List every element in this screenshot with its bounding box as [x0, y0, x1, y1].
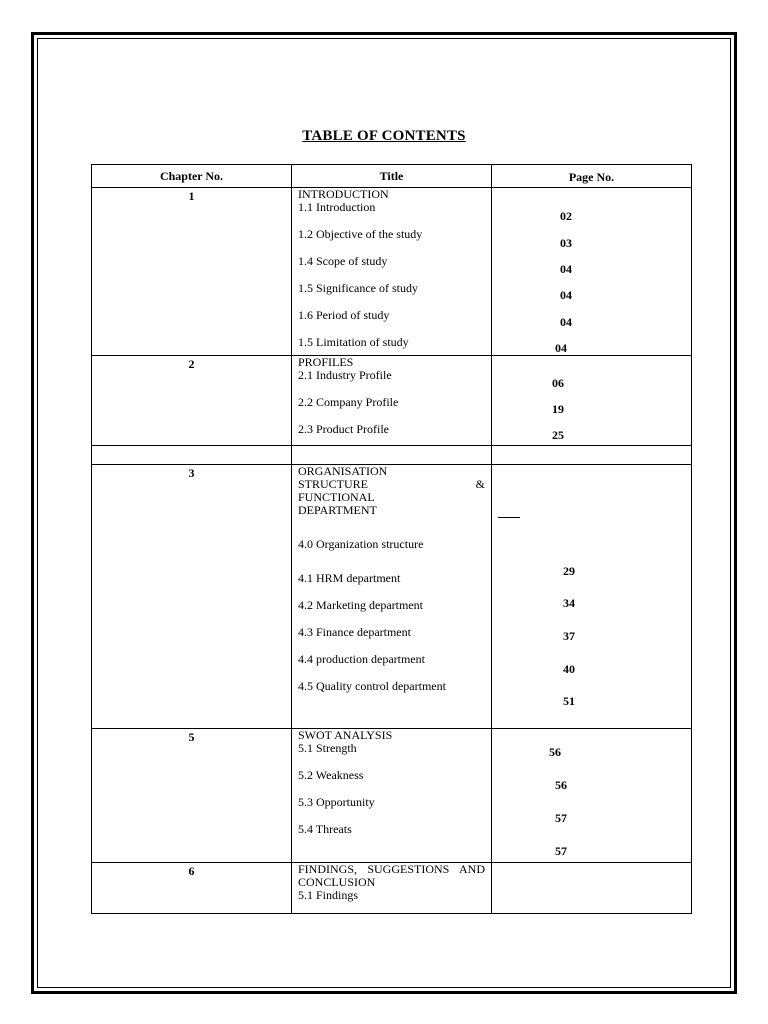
chapter-heading: ORGANISATION	[298, 464, 388, 478]
list-item: 2.1 Industry Profile	[298, 368, 392, 382]
chapter-number: 1	[92, 188, 292, 356]
chapter-heading: DEPARTMENT	[298, 503, 377, 517]
chapter-titles	[292, 863, 492, 914]
chapter-titles	[292, 188, 492, 356]
chapter-heading: PROFILES	[298, 355, 354, 369]
list-item: 4.0 Organization structure	[298, 537, 424, 551]
header-chapter: Chapter No.	[92, 165, 292, 188]
page-number: 04	[560, 262, 572, 276]
page-numbers	[492, 863, 692, 914]
chapter-heading: SWOT ANALYSIS	[298, 728, 393, 742]
list-item: 4.4 production department	[298, 652, 425, 666]
chapter-heading: INTRODUCTION	[298, 187, 389, 201]
page-title: TABLE OF CONTENTS	[302, 128, 466, 144]
list-item: 5.3 Opportunity	[298, 795, 375, 809]
page-number: 02	[560, 209, 572, 223]
list-item: 2.2 Company Profile	[298, 395, 399, 409]
chapter-heading-part: &	[475, 477, 485, 491]
list-item: 4.1 HRM department	[298, 571, 401, 585]
list-item: 2.3 Product Profile	[298, 422, 389, 436]
list-item: 1.4 Scope of study	[298, 254, 388, 268]
list-item: 1.5 Significance of study	[298, 281, 418, 295]
list-item: 4.3 Finance department	[298, 625, 411, 639]
table-row	[92, 465, 692, 729]
page-numbers	[492, 356, 692, 446]
chapter-heading-part: STRUCTURE	[298, 477, 369, 491]
chapter-heading: FINDINGS, SUGGESTIONS AND CONCLUSION	[298, 862, 485, 889]
page-number: 04	[560, 288, 572, 302]
toc-table	[91, 164, 692, 914]
page-number: 29	[563, 564, 575, 578]
page-number: 57	[555, 844, 567, 858]
table-header-row	[92, 165, 692, 188]
chapter-titles	[292, 356, 492, 446]
page-number: 19	[552, 402, 564, 416]
chapter-titles	[292, 729, 492, 863]
chapter-titles	[292, 465, 492, 729]
page-number: 57	[555, 811, 567, 825]
chapter-heading: FUNCTIONAL	[298, 490, 375, 504]
list-item: 5.2 Weakness	[298, 768, 364, 782]
page-number: 03	[560, 236, 572, 250]
page-number: 34	[563, 596, 575, 610]
list-item: 1.2 Objective of the study	[298, 227, 423, 241]
list-item: 1.5 Limitation of study	[298, 335, 409, 349]
page-number: 37	[563, 629, 575, 643]
page-number: 04	[560, 315, 572, 329]
list-item: 5.4 Threats	[298, 822, 352, 836]
chapter-number: 3	[92, 465, 292, 729]
header-title: Title	[292, 165, 492, 188]
page-number: 40	[563, 662, 575, 676]
page-number: 56	[555, 778, 567, 792]
page-number: 04	[555, 341, 567, 355]
dash-mark	[498, 517, 520, 518]
table-row	[92, 356, 692, 446]
page-number: 56	[549, 745, 561, 759]
chapter-number: 5	[92, 729, 292, 863]
page-number: 25	[552, 428, 564, 442]
list-item: 4.2 Marketing department	[298, 598, 423, 612]
page-numbers	[492, 729, 692, 863]
chapter-number: 2	[92, 356, 292, 446]
table-row	[92, 188, 692, 356]
chapter-number: 6	[92, 863, 292, 914]
page-number: 06	[552, 376, 564, 390]
list-item: 5.1 Strength	[298, 741, 357, 755]
list-item: 5.1 Findings	[298, 888, 359, 902]
page-numbers	[492, 465, 692, 729]
page-numbers	[492, 188, 692, 356]
list-item: 1.1 Introduction	[298, 200, 376, 214]
page-number: 51	[563, 694, 575, 708]
header-page: Page No.	[492, 165, 692, 188]
list-item: 1.6 Period of study	[298, 308, 390, 322]
table-row	[92, 863, 692, 914]
list-item: 4.5 Quality control department	[298, 679, 446, 693]
table-row-empty	[92, 446, 692, 465]
table-row	[92, 729, 692, 863]
